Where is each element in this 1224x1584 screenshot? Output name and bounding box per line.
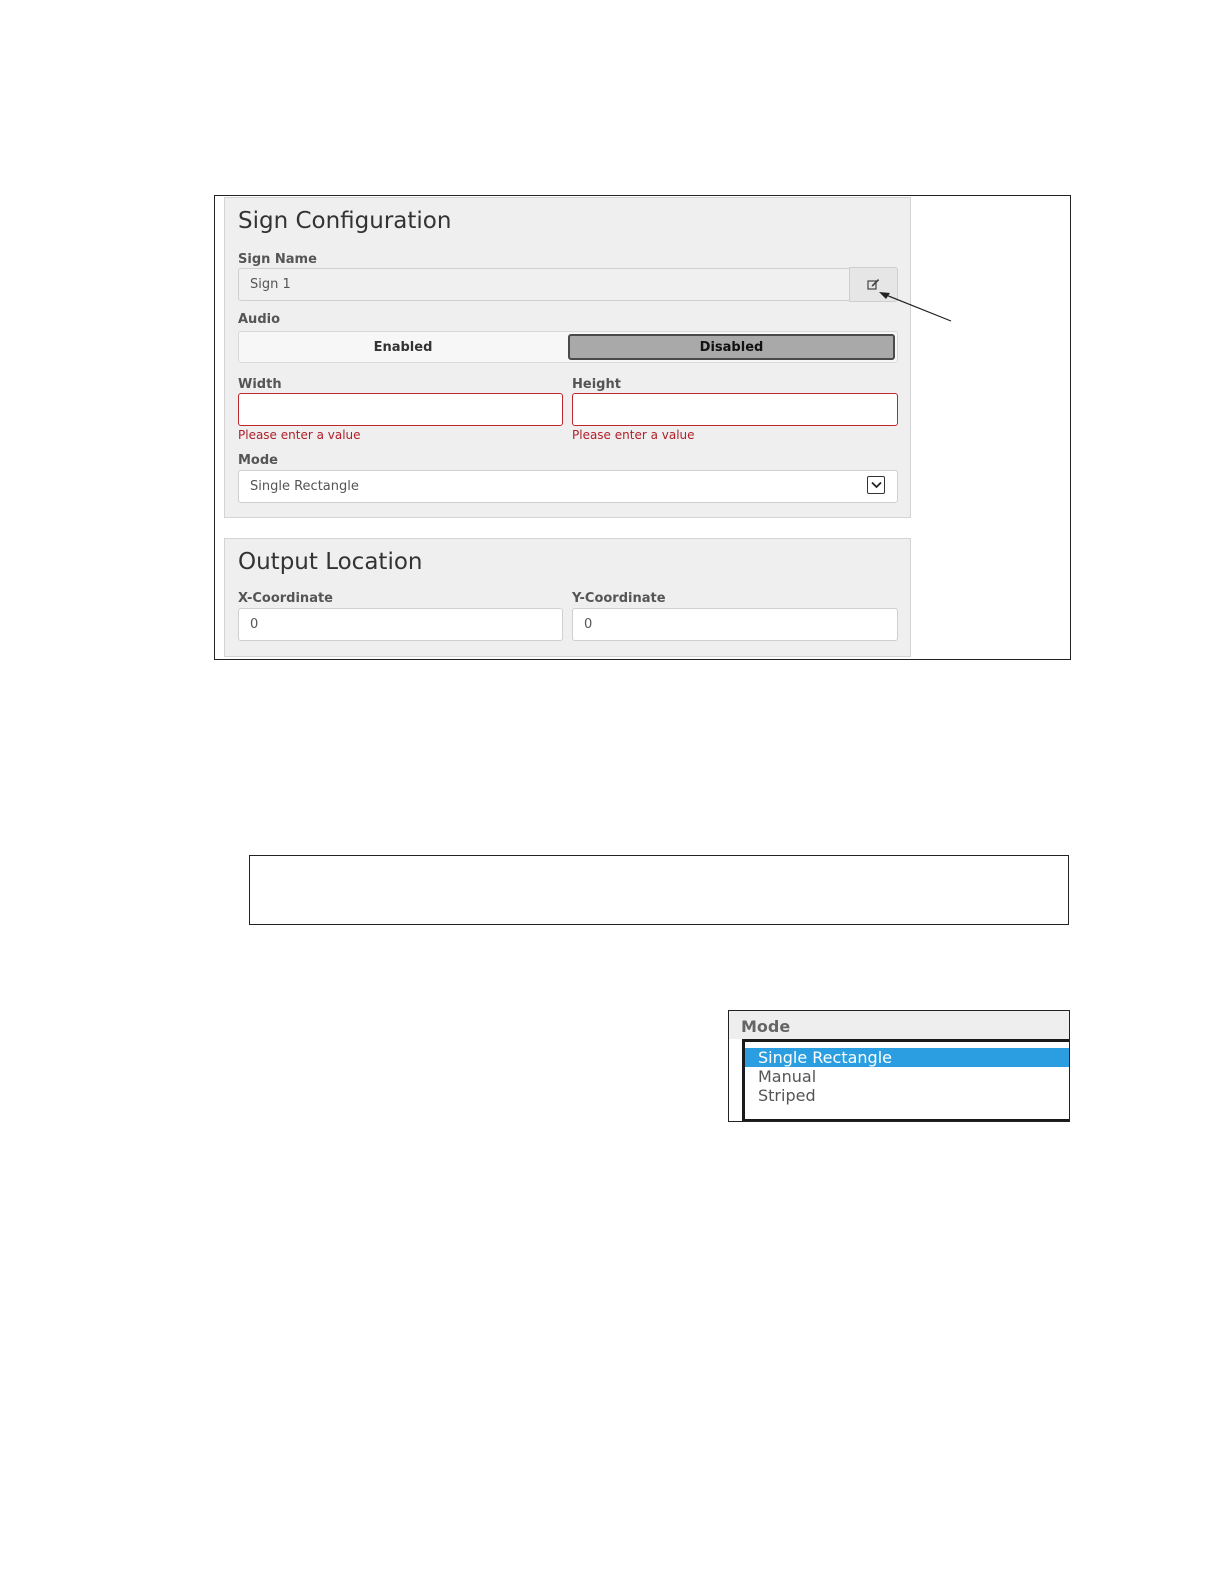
audio-toggle-group <box>238 331 898 363</box>
x-coordinate-label: X-Coordinate <box>238 591 333 606</box>
mode-label: Mode <box>238 453 278 468</box>
mode-option-striped[interactable]: Striped <box>758 1086 816 1105</box>
output-location-panel <box>224 538 911 657</box>
mode-select-value: Single Rectangle <box>250 479 359 494</box>
mode-option-manual[interactable]: Manual <box>758 1067 817 1086</box>
mode-select[interactable] <box>238 470 898 503</box>
mode-dropdown-screenshot <box>728 1010 1070 1122</box>
width-input[interactable] <box>238 393 563 426</box>
sign-configuration-title: Sign Configuration <box>238 208 452 234</box>
sign-name-field[interactable]: Sign 1 <box>238 268 851 301</box>
mode-option-single-rectangle[interactable]: Single Rectangle <box>745 1048 1070 1067</box>
y-coordinate-label: Y-Coordinate <box>572 591 666 606</box>
y-coordinate-input[interactable]: 0 <box>572 608 898 641</box>
width-label: Width <box>238 377 282 392</box>
mode-dropdown-label: Mode <box>741 1017 791 1036</box>
callout-arrow <box>870 285 960 330</box>
mode-options-list <box>742 1039 1070 1122</box>
width-error-message: Please enter a value <box>238 428 361 442</box>
height-input[interactable] <box>572 393 898 426</box>
height-error-message: Please enter a value <box>572 428 695 442</box>
output-location-title: Output Location <box>238 549 423 575</box>
height-label: Height <box>572 377 621 392</box>
x-coordinate-input[interactable]: 0 <box>238 608 563 641</box>
audio-label: Audio <box>238 312 281 327</box>
sign-configuration-panel <box>224 197 911 518</box>
audio-disabled-button[interactable]: Disabled <box>568 334 895 360</box>
audio-enabled-button[interactable]: Enabled <box>373 339 433 355</box>
chevron-down-icon[interactable] <box>867 476 885 494</box>
note-box <box>249 855 1069 925</box>
sign-name-label: Sign Name <box>238 252 317 267</box>
